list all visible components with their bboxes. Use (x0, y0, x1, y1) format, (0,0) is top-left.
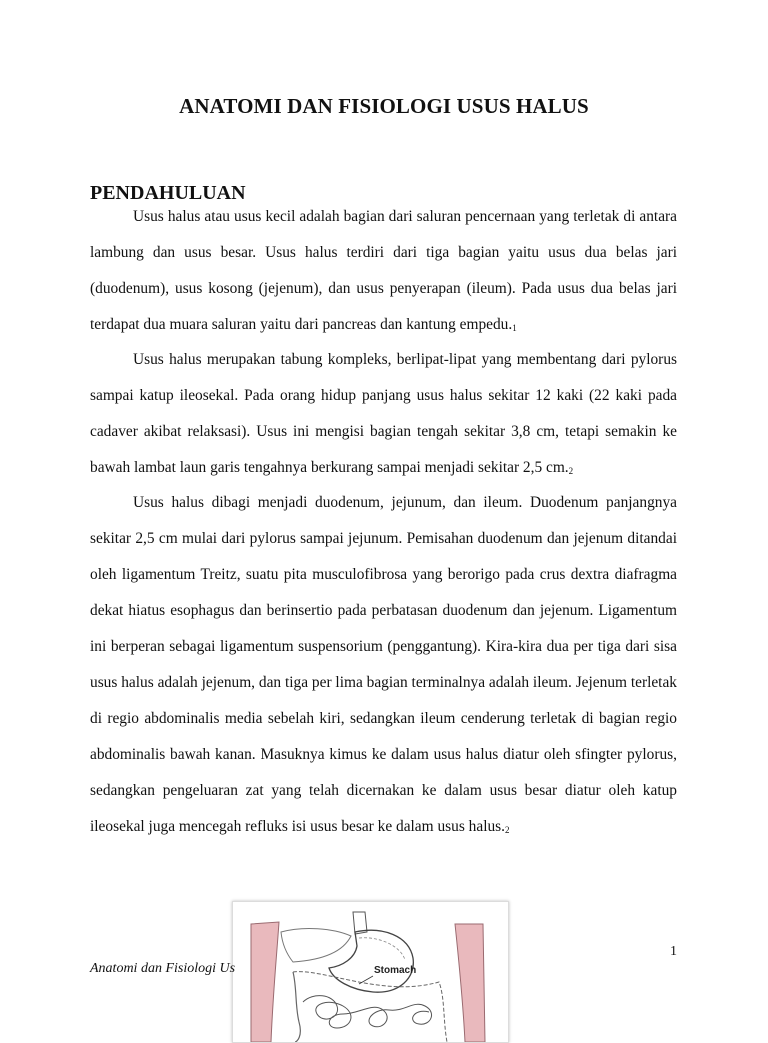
liver-shape (281, 929, 351, 962)
paragraph-3 (90, 485, 677, 848)
anatomy-figure (232, 901, 509, 1043)
colon-left (293, 972, 300, 1042)
footer-running-title: Anatomi dan Fisiologi Us (90, 961, 236, 976)
paragraph-1 (90, 199, 677, 346)
paragraph-3-text: Usus halus dibagi menjadi duodenum, jejunum, dan ileum. Duodenum panjangnya sekitar 2,5 cm mulai dari pylorus sampai jejunum. Pemisahan duodenum dan jejenum ditandai oleh ligamentum Treitz, suatu pita musculofibrosa yang berorigo pada crus dextra diafragma dekat hiatus esophagus dan berinsertio pada perbatasan duodenum dan jejenum. Ligamentum ini berperan sebagai ligamentum suspensorium (penggantung). Kira-kira dua per tiga dari sisa usus halus adalah jejenum, dan tiga per lima bagian terminalnya adalah ileum. Jejenum terletak di regio abdominalis media sebelah kiri, sedangkan ileum cenderung terletak di bagian regio abdominalis bawah kanan. Masuknya kimus ke dalam usus halus diatur oleh sfingter pylorus, sedangkan pengeluaran zat yang telah dicernakan ke dalam usus besar diatur oleh katup ileosekal juga mencegah refluks isi usus besar ke dalam usus halus. (90, 494, 677, 835)
stomach-shape (329, 930, 413, 992)
body-wall-left (251, 922, 279, 1042)
footnote-ref-3: 2 (505, 825, 510, 835)
page-number: 1 (670, 944, 677, 959)
digestive-system-illustration (233, 902, 508, 1042)
footnote-ref-2: 2 (568, 466, 574, 476)
stomach-fold (359, 938, 405, 960)
small-intestine-loops (303, 996, 432, 1028)
section-heading: PENDAHULUAN (90, 182, 246, 204)
stomach-label: Stomach (374, 965, 417, 976)
footnote-ref-1: 1 (512, 323, 517, 333)
body-wall-right (455, 924, 485, 1042)
colon-transverse (293, 972, 447, 1042)
paragraph-2-text: Usus halus merupakan tabung kompleks, berlipat-lipat yang membentang dari pylorus sampai katup ileosekal. Pada orang hidup panjang usus halus sekitar 12 kaki (22 kaki pada cadaver akibat relaksasi). Usus ini mengisi bagian tengah sekitar 3,8 cm, tetapi semakin ke bawah lambat laun garis tengahnya berkurang sampai menjadi sekitar 2,5 cm. (90, 351, 677, 476)
document-title: ANATOMI DAN FISIOLOGI USUS HALUS (179, 94, 589, 118)
paragraph-1-text: Usus halus atau usus kecil adalah bagian dari saluran pencernaan yang terletak di antara lambung dan usus besar. Usus halus terdiri dari tiga bagian yaitu usus dua belas jari (duodenum), usus kosong (jejenum), dan usus penyerapan (ileum). Pada usus dua belas jari terdapat dua muara saluran yaitu dari pancreas dan kantung empedu. (90, 208, 677, 333)
paragraph-2 (90, 342, 677, 489)
